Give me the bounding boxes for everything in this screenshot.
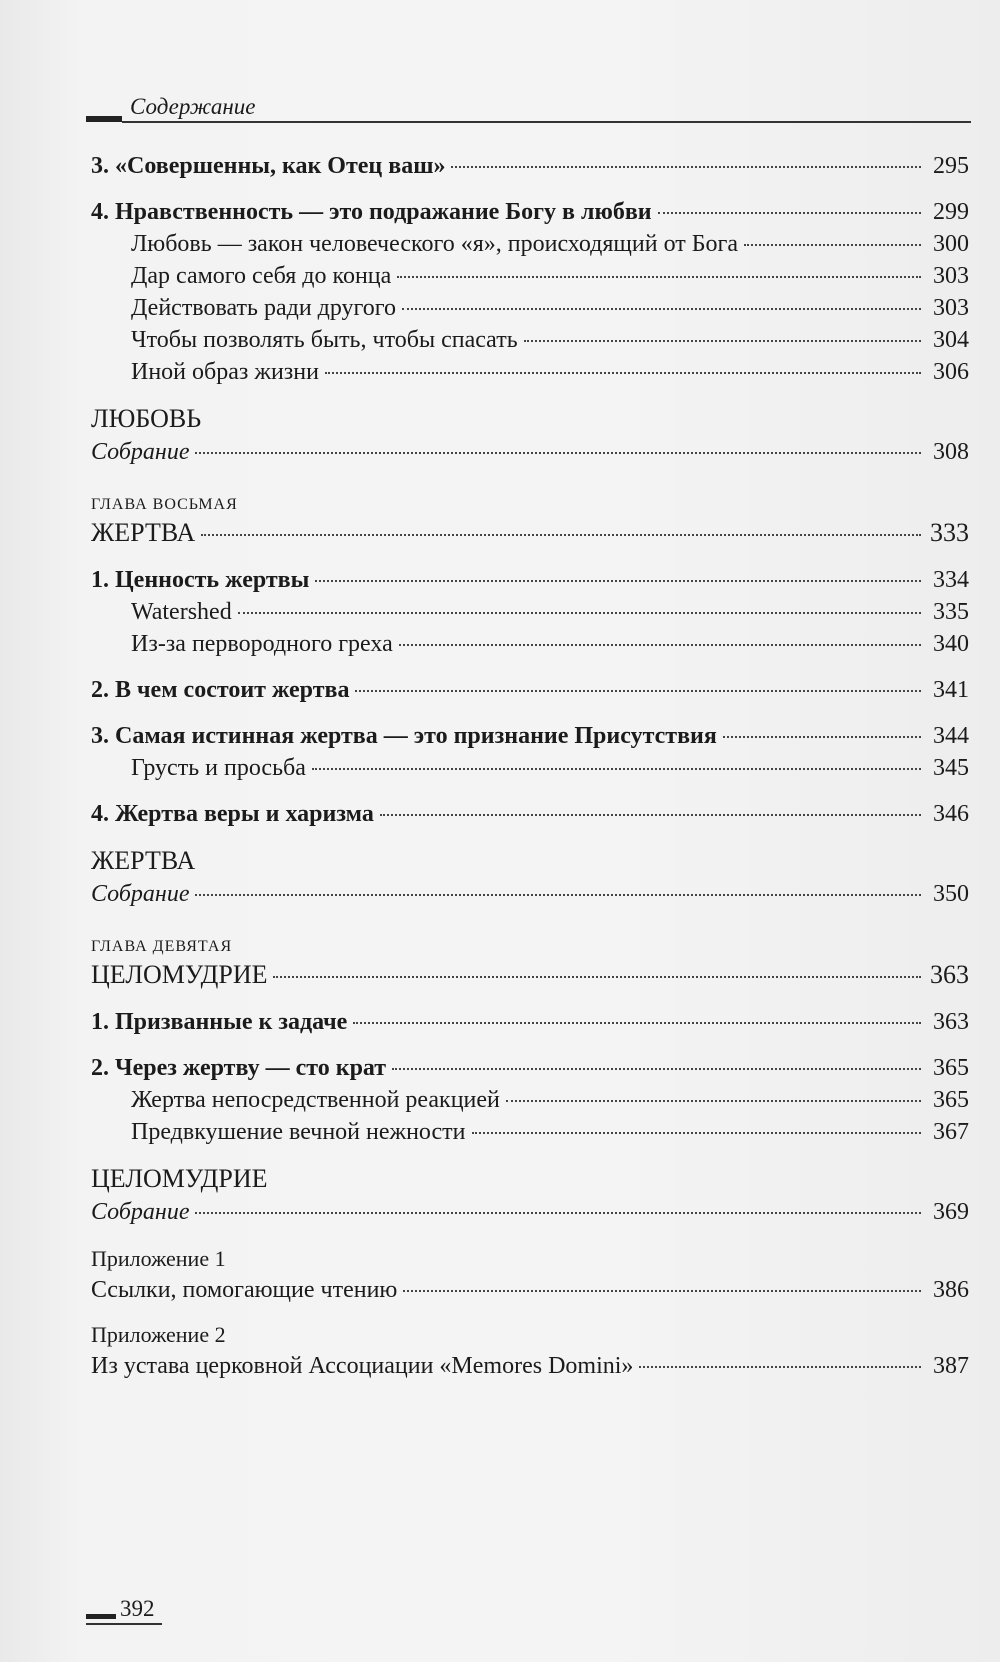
toc-subentry[interactable] [91, 260, 969, 292]
dot-leader [315, 580, 921, 582]
toc-entry-title: Предвкушение вечной нежности [131, 1119, 466, 1145]
toc-subentry[interactable] [91, 292, 969, 324]
dot-leader [325, 372, 921, 374]
toc-entry-title: Грусть и просьба [131, 755, 306, 781]
toc-entry-title: Собрание [91, 439, 190, 465]
toc-entry-title: 2. В чем состоит жертва [91, 677, 350, 703]
folio-rule [86, 1623, 162, 1625]
folio-marker [86, 1614, 116, 1619]
toc-entry[interactable] [91, 1196, 969, 1228]
toc-entry[interactable] [91, 1006, 969, 1038]
toc-entry-page: 344 [933, 723, 969, 749]
toc-entry-page: 365 [933, 1087, 969, 1113]
toc-entry-title: Из-за первородного греха [131, 631, 393, 657]
toc-entry-title: Собрание [91, 881, 190, 907]
toc-entry[interactable] [91, 720, 969, 752]
toc-entry-page: 306 [933, 359, 969, 385]
toc-entry-title: Собрание [91, 1199, 190, 1225]
toc-entry[interactable] [91, 564, 969, 596]
toc-entry-title: 1. Ценность жертвы [91, 567, 310, 593]
dot-leader [397, 276, 921, 278]
toc-entry-title: 3. Самая истинная жертва — это признание Присутствия [91, 723, 717, 749]
toc-entry-page: 367 [933, 1119, 969, 1145]
toc-entry-page: 334 [933, 567, 969, 593]
dot-leader [451, 166, 921, 168]
toc-entry-page: 365 [933, 1055, 969, 1081]
chapter-heading: ЖЕРТВА [91, 518, 196, 547]
dot-leader [744, 244, 921, 246]
page-number: 392 [120, 1596, 155, 1621]
toc-subentry[interactable] [91, 324, 969, 356]
dot-leader [312, 768, 921, 770]
toc-entry-title: Иной образ жизни [131, 359, 319, 385]
dot-leader [723, 736, 921, 738]
dot-leader [273, 976, 921, 978]
toc-entry-title: 4. Нравственность — это подражание Богу в любви [91, 199, 652, 225]
toc-entry[interactable] [91, 196, 969, 228]
toc-entry-title: Ссылки, помогающие чтению [91, 1277, 398, 1303]
running-head [86, 94, 971, 124]
toc-entry[interactable] [91, 150, 969, 182]
dot-leader [403, 1290, 921, 1292]
toc-entry[interactable] [91, 798, 969, 830]
section-heading-sacrifice: ЖЕРТВА [91, 846, 196, 875]
dot-leader [195, 1212, 921, 1214]
toc-subentry[interactable] [91, 752, 969, 784]
toc-subentry[interactable] [91, 1084, 969, 1116]
toc-entry[interactable] [91, 1274, 969, 1306]
toc-entry-page: 340 [933, 631, 969, 657]
toc-subentry[interactable] [91, 356, 969, 388]
toc-entry-page: 386 [933, 1277, 969, 1303]
dot-leader [380, 814, 921, 816]
running-head-marker [86, 116, 122, 122]
dot-leader [472, 1132, 921, 1134]
toc-entry-page: 350 [933, 881, 969, 907]
toc-entry-page: 345 [933, 755, 969, 781]
chapter-label: ГЛАВА ВОСЬМАЯ [91, 496, 238, 513]
dot-leader [402, 308, 921, 310]
toc-entry-title: 4. Жертва веры и харизма [91, 801, 374, 827]
dot-leader [524, 340, 921, 342]
toc-entry-title: 1. Призванные к задаче [91, 1009, 348, 1035]
toc-subentry[interactable] [91, 596, 969, 628]
dot-leader [195, 452, 921, 454]
toc-entry[interactable] [91, 1052, 969, 1084]
chapter-label: ГЛАВА ДЕВЯТАЯ [91, 938, 233, 955]
toc-entry-title: Жертва непосредственной реакцией [131, 1087, 500, 1113]
dot-leader [506, 1100, 921, 1102]
dot-leader [195, 894, 921, 896]
toc-subentry[interactable] [91, 628, 969, 660]
dot-leader [399, 644, 921, 646]
toc-entry-title: Watershed [131, 599, 232, 625]
appendix-label: Приложение 2 [91, 1322, 226, 1347]
toc-entry-page: 333 [930, 518, 969, 547]
toc-entry-page: 303 [933, 295, 969, 321]
dot-leader [238, 612, 921, 614]
toc-entry-page: 363 [930, 960, 969, 989]
toc-entry-title: Действовать ради другого [131, 295, 397, 321]
toc-entry[interactable] [91, 436, 969, 468]
dot-leader [201, 534, 921, 536]
toc-entry-page: 387 [933, 1353, 969, 1379]
chapter-heading: ЦЕЛОМУДРИЕ [91, 960, 268, 989]
toc-subentry[interactable] [91, 1116, 969, 1148]
toc-entry-title: Дар самого себя до конца [131, 263, 392, 289]
toc-entry-page: 308 [933, 439, 969, 465]
toc-entry-title: 2. Через жертву — сто крат [91, 1055, 387, 1081]
section-heading-love: ЛЮБОВЬ [91, 404, 202, 433]
appendix-label: Приложение 1 [91, 1246, 226, 1271]
toc-entry-page: 304 [933, 327, 969, 353]
toc-entry-title: 3. «Совершенны, как Отец ваш» [91, 153, 446, 179]
dot-leader [355, 690, 921, 692]
toc-entry-page: 300 [933, 231, 969, 257]
chapter-heading-entry[interactable] [91, 958, 969, 992]
toc-entry-page: 363 [933, 1009, 969, 1035]
toc-subentry[interactable] [91, 228, 969, 260]
toc-entry-page: 303 [933, 263, 969, 289]
running-head-rule [122, 121, 971, 123]
toc-entry-page: 346 [933, 801, 969, 827]
toc-entry-title: Чтобы позволять быть, чтобы спасать [131, 327, 518, 353]
toc-entry-page: 335 [933, 599, 969, 625]
dot-leader [392, 1068, 921, 1070]
toc-entry-title: Любовь — закон человеческого «я», происходящий от Бога [131, 231, 739, 257]
page-folio [86, 1596, 166, 1626]
running-head-title: Содержание [130, 94, 256, 119]
toc-entry-page: 295 [933, 153, 969, 179]
table-of-contents [91, 150, 969, 1382]
toc-entry[interactable] [91, 1350, 969, 1382]
toc-entry-title: Из устава церковной Ассоциации «Memores Domini» [91, 1353, 634, 1379]
dot-leader [639, 1366, 921, 1368]
toc-entry-page: 299 [933, 199, 969, 225]
dot-leader [353, 1022, 921, 1024]
dot-leader [658, 212, 921, 214]
toc-entry[interactable] [91, 878, 969, 910]
section-heading-chastity: ЦЕЛОМУДРИЕ [91, 1164, 268, 1193]
toc-entry[interactable] [91, 674, 969, 706]
toc-entry-page: 341 [933, 677, 969, 703]
toc-entry-page: 369 [933, 1199, 969, 1225]
chapter-heading-entry[interactable] [91, 516, 969, 550]
